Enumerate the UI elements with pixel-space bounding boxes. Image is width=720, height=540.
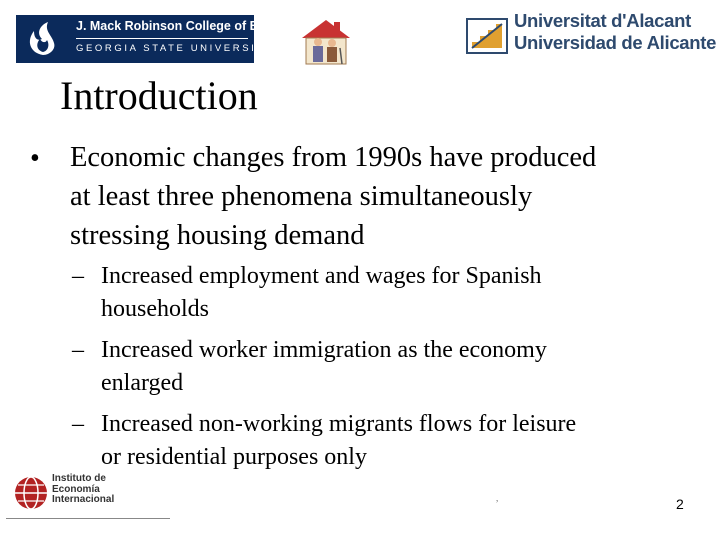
main-bullet-line: stressing housing demand xyxy=(70,220,365,251)
gsu-divider xyxy=(76,38,248,39)
house-people-icon xyxy=(298,16,354,66)
page-title: Introduction xyxy=(60,73,258,118)
sub-bullet-line: Increased worker immigration as the economy xyxy=(101,337,547,363)
slide-number: 2 xyxy=(676,496,684,512)
bullet-dot-icon: • xyxy=(30,143,40,174)
dash-icon: – xyxy=(72,337,84,363)
footer-mark: , xyxy=(496,493,499,503)
sub-bullet-line: Increased non-working migrants flows for leisure xyxy=(101,411,577,437)
sub-bullet-line: or residential purposes only xyxy=(101,444,367,470)
gsu-university-name: GEORGIA STATE UNIVERSITY xyxy=(76,43,274,54)
dash-icon: – xyxy=(72,263,84,289)
gsu-college-name: J. Mack Robinson College of Business xyxy=(76,19,306,33)
ua-name-spanish: Universidad de Alicante xyxy=(514,32,717,53)
dash-icon: – xyxy=(72,411,84,437)
sub-bullet-line: Increased employment and wages for Spanish xyxy=(101,263,542,289)
iei-name-line: Instituto de xyxy=(52,473,106,484)
sub-bullet-line: enlarged xyxy=(101,370,184,396)
main-bullet-line: at least three phenomena simultaneously xyxy=(70,181,533,212)
flame-icon xyxy=(20,19,66,59)
footer-divider xyxy=(6,518,170,519)
iei-logo xyxy=(6,471,170,521)
gsu-logo xyxy=(16,15,306,63)
iei-name-line: Economía xyxy=(52,483,100,495)
main-bullet-line: Economic changes from 1990s have produced xyxy=(70,142,597,173)
sub-bullet-line: households xyxy=(101,296,209,322)
stairs-icon xyxy=(464,16,510,56)
ua-name-valencian: Universitat d'Alacant xyxy=(514,10,691,31)
iei-name-line: Internacional xyxy=(52,494,115,505)
globe-icon xyxy=(13,475,49,511)
